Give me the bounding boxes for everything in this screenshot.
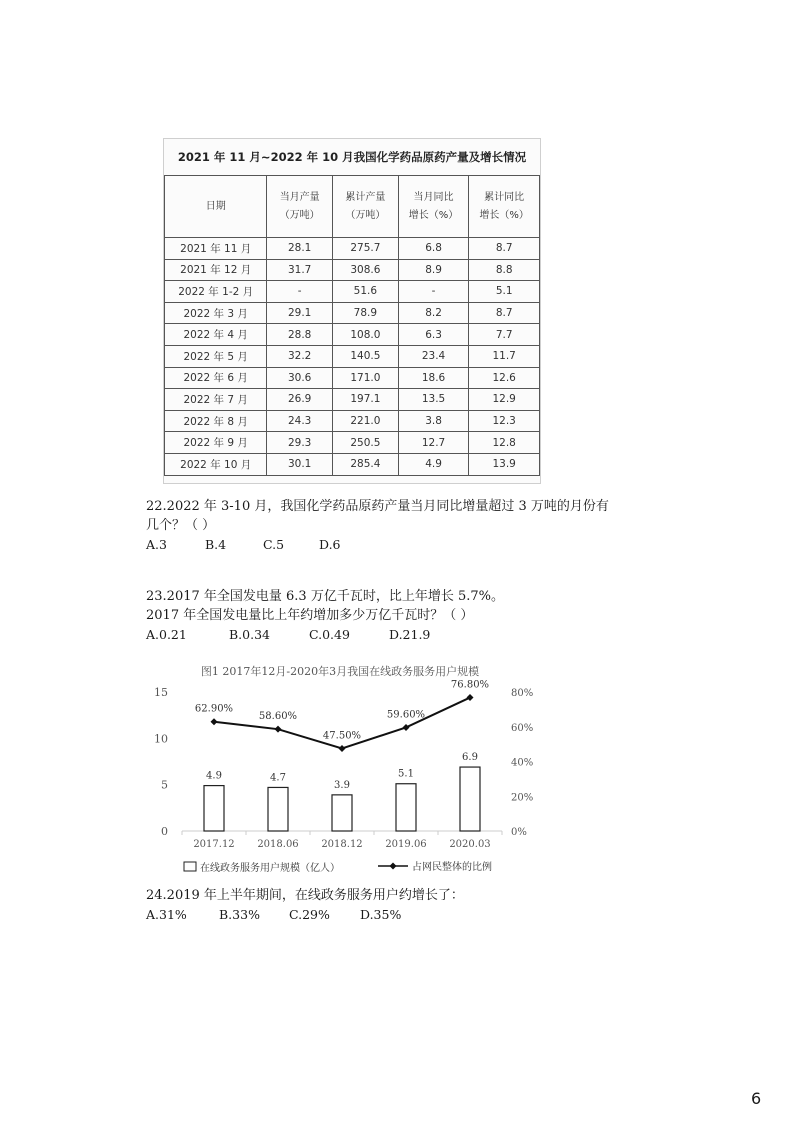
table-cell: 31.7 xyxy=(267,259,333,281)
table-cell: 2022 年 1-2 月 xyxy=(165,281,267,303)
legend-bar-swatch xyxy=(184,862,196,871)
table-cell: 8.9 xyxy=(398,259,469,281)
line-point xyxy=(339,745,346,752)
q24-option-d[interactable]: D.35% xyxy=(360,907,402,922)
table-cell: 23.4 xyxy=(398,345,469,367)
table-title: 2021 年 11 月~2022 年 10 月我国化学药品原药产量及增长情况 xyxy=(177,150,527,164)
q22-line2: 几个？（ ） xyxy=(146,518,216,533)
y-right-tick-label: 40% xyxy=(511,757,534,769)
table-cell: 26.9 xyxy=(267,389,333,411)
line-data-label: 58.60% xyxy=(258,711,298,723)
q23-option-a[interactable]: A.0.21 xyxy=(146,627,187,642)
q24-line1: 24.2019 年上半年期间，在线政务服务用户约增长了： xyxy=(146,888,464,903)
table-cell: 275.7 xyxy=(332,238,398,260)
q24-option-c[interactable]: C.29% xyxy=(289,907,330,922)
table-header-cell: 当月产量 （万吨） xyxy=(267,176,333,238)
q24-option-b[interactable]: B.33% xyxy=(219,907,260,922)
table-cell: 2022 年 8 月 xyxy=(165,410,267,432)
table-cell: 2022 年 7 月 xyxy=(165,389,267,411)
x-tick-label: 2018.06 xyxy=(257,839,299,850)
line-point xyxy=(467,694,474,701)
table-cell: 24.3 xyxy=(267,410,333,432)
bar xyxy=(204,786,224,831)
table-header-cell: 日期 xyxy=(165,176,267,238)
table-cell: 29.1 xyxy=(267,302,333,324)
table-cell: 4.9 xyxy=(398,453,469,475)
bar-data-label: 6.9 xyxy=(462,752,478,764)
table-cell: 8.2 xyxy=(398,302,469,324)
q23-option-b[interactable]: B.0.34 xyxy=(229,627,270,642)
table-cell: 12.8 xyxy=(469,432,540,454)
table-cell: 12.7 xyxy=(398,432,469,454)
table-cell: 6.8 xyxy=(398,238,469,260)
q24-option-a[interactable]: A.31% xyxy=(146,907,187,922)
y-right-tick-label: 20% xyxy=(511,792,534,804)
table-row xyxy=(165,324,540,346)
table-cell: 28.8 xyxy=(267,324,333,346)
line-point xyxy=(275,726,282,733)
table-cell: 13.5 xyxy=(398,389,469,411)
x-tick-label: 2018.12 xyxy=(321,839,363,850)
y-left-tick-label: 0 xyxy=(161,825,168,838)
data-table xyxy=(164,175,540,476)
production-table xyxy=(163,138,541,484)
table-cell: - xyxy=(267,281,333,303)
line-point xyxy=(403,724,410,731)
table-cell: 197.1 xyxy=(332,389,398,411)
table-row xyxy=(165,453,540,475)
y-left-tick-label: 10 xyxy=(154,732,168,746)
legend-bar-label: 在线政务服务用户规模（亿人） xyxy=(200,863,340,874)
line-data-label: 47.50% xyxy=(322,730,362,742)
table-cell: 12.3 xyxy=(469,410,540,432)
table-cell: 18.6 xyxy=(398,367,469,389)
q23-line1: 23.2017 年全国发电量 6.3 万亿千瓦时，比上年增长 5.7%。 xyxy=(146,589,504,604)
table-cell: 12.6 xyxy=(469,367,540,389)
table-cell: 28.1 xyxy=(267,238,333,260)
q23-option-d[interactable]: D.21.9 xyxy=(389,627,431,642)
x-tick-label: 2019.06 xyxy=(385,839,427,850)
table-cell: 221.0 xyxy=(332,410,398,432)
table-row xyxy=(165,345,540,367)
table-cell: 171.0 xyxy=(332,367,398,389)
table-cell: 2022 年 9 月 xyxy=(165,432,267,454)
table-row xyxy=(165,302,540,324)
table-cell: 30.6 xyxy=(267,367,333,389)
bar-data-label: 3.9 xyxy=(334,779,350,791)
q22-option-c[interactable]: C.5 xyxy=(263,537,285,552)
table-body xyxy=(165,238,540,476)
table-cell: 29.3 xyxy=(267,432,333,454)
bar-data-label: 4.7 xyxy=(270,772,286,784)
y-right-tick-label: 80% xyxy=(511,688,534,699)
table-cell: 308.6 xyxy=(332,259,398,281)
table-cell: 32.2 xyxy=(267,345,333,367)
bar-data-label: 4.9 xyxy=(206,770,222,782)
table-cell: 30.1 xyxy=(267,453,333,475)
bar xyxy=(396,784,416,831)
user-scale-chart xyxy=(140,660,540,882)
q22-options xyxy=(146,537,341,552)
legend-line-label: 占网民整体的比例 xyxy=(412,862,492,873)
table-cell: 51.6 xyxy=(332,281,398,303)
bar xyxy=(268,787,288,831)
table-cell: 7.7 xyxy=(469,324,540,346)
table-cell: 12.9 xyxy=(469,389,540,411)
table-cell: 2022 年 5 月 xyxy=(165,345,267,367)
q23-line2: 2017 年全国发电量比上年约增加多少万亿千瓦时？（ ） xyxy=(146,608,474,623)
table-cell: 2021 年 12 月 xyxy=(165,259,267,281)
q22-line1: 22.2022 年 3-10 月，我国化学药品原药产量当月同比增量超过 3 万吨的月份有 xyxy=(146,499,609,514)
y-left-tick-label: 15 xyxy=(154,686,168,699)
table-header-cell: 累计产量 （万吨） xyxy=(332,176,398,238)
line-data-label: 76.80% xyxy=(450,679,490,691)
line-point xyxy=(211,718,218,725)
table-row xyxy=(165,389,540,411)
line-data-label: 59.60% xyxy=(386,709,426,721)
chart-title: 图1 2017年12月-2020年3月我国在线政务服务用户规模 xyxy=(200,665,480,678)
table-cell: 2022 年 10 月 xyxy=(165,453,267,475)
q22-option-d[interactable]: D.6 xyxy=(319,537,341,552)
x-tick-label: 2020.03 xyxy=(449,839,491,850)
table-cell: 140.5 xyxy=(332,345,398,367)
table-cell: 250.5 xyxy=(332,432,398,454)
table-cell: 285.4 xyxy=(332,453,398,475)
table-cell: 3.8 xyxy=(398,410,469,432)
q24-options xyxy=(146,907,401,922)
q22-option-b[interactable]: B.4 xyxy=(205,537,227,552)
table-row xyxy=(165,281,540,303)
q23-options xyxy=(146,627,430,642)
bar-data-label: 5.1 xyxy=(398,768,414,780)
table-cell: 2022 年 6 月 xyxy=(165,367,267,389)
table-cell: 78.9 xyxy=(332,302,398,324)
table-cell: 8.7 xyxy=(469,302,540,324)
table-cell: 2022 年 3 月 xyxy=(165,302,267,324)
table-cell: 6.3 xyxy=(398,324,469,346)
y-left-tick-label: 5 xyxy=(161,778,168,792)
legend-line-marker xyxy=(390,863,397,870)
table-cell: 5.1 xyxy=(469,281,540,303)
bar xyxy=(332,795,352,831)
table-row xyxy=(165,410,540,432)
table-cell: 2022 年 4 月 xyxy=(165,324,267,346)
table-row xyxy=(165,259,540,281)
y-right-tick-label: 60% xyxy=(511,722,534,734)
table-cell: 108.0 xyxy=(332,324,398,346)
table-cell: 11.7 xyxy=(469,345,540,367)
q22-option-a[interactable]: A.3 xyxy=(146,537,167,552)
q23-option-c[interactable]: C.0.49 xyxy=(309,627,350,642)
page-number: 6 xyxy=(751,1089,762,1108)
table-row xyxy=(165,238,540,260)
line-data-label: 62.90% xyxy=(194,703,234,715)
table-header-cell: 当月同比 增长（%） xyxy=(398,176,469,238)
table-cell: 13.9 xyxy=(469,453,540,475)
table-cell: 8.8 xyxy=(469,259,540,281)
y-right-tick-label: 0% xyxy=(511,827,527,838)
table-header-cell: 累计同比 增长（%） xyxy=(469,176,540,238)
bar xyxy=(460,767,480,831)
table-cell: 2021 年 11 月 xyxy=(165,238,267,260)
table-cell: - xyxy=(398,281,469,303)
table-cell: 8.7 xyxy=(469,238,540,260)
table-header-row xyxy=(165,176,540,238)
x-tick-label: 2017.12 xyxy=(193,839,235,850)
table-row xyxy=(165,432,540,454)
table-row xyxy=(165,367,540,389)
